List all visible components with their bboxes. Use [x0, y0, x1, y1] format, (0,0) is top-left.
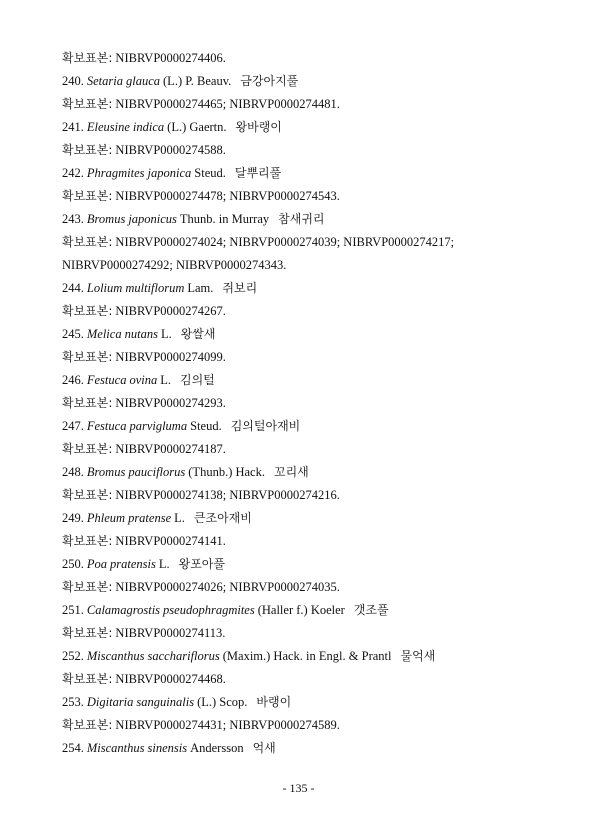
species-entry [62, 277, 582, 300]
species-epithet: sanguinalis [136, 695, 195, 709]
species-entry [62, 507, 582, 530]
species-number: 242. [62, 166, 84, 180]
specimen-label: 확보표본: [62, 350, 113, 364]
species-epithet: nutans [124, 327, 158, 341]
specimen-continuation [62, 254, 582, 277]
specimen-line [62, 668, 582, 691]
specimen-label: 확보표본: [62, 534, 113, 548]
specimen-ids: NIBRVP0000274141. [115, 534, 226, 548]
species-genus: Bromus [86, 465, 126, 479]
specimen-line [62, 231, 582, 254]
species-epithet: ovina [129, 373, 158, 387]
species-korean-name: 물억새 [400, 649, 436, 663]
species-korean-name: 왕쌀새 [180, 327, 216, 341]
specimen-line [62, 93, 582, 116]
species-korean-name: 쥐보리 [222, 281, 258, 295]
specimen-label: 확보표본: [62, 488, 113, 502]
specimen-ids: NIBRVP0000274113. [115, 626, 226, 640]
species-number: 251. [62, 603, 84, 617]
specimen-label: 확보표본: [62, 672, 113, 686]
specimen-line [62, 300, 582, 323]
species-entry [62, 691, 582, 714]
species-korean-name: 억새 [252, 741, 276, 755]
species-epithet: parvigluma [129, 419, 188, 433]
species-entry [62, 70, 582, 93]
species-number: 252. [62, 649, 84, 663]
species-epithet: japonicus [128, 212, 177, 226]
species-korean-name: 달뿌리풀 [234, 166, 282, 180]
specimen-ids: NIBRVP0000274465; NIBRVP0000274481. [115, 97, 340, 111]
species-author: (L.) P. Beauv. [163, 74, 232, 88]
specimen-label: 확보표본: [62, 442, 113, 456]
species-number: 245. [62, 327, 84, 341]
specimen-line [62, 576, 582, 599]
specimen-ids: NIBRVP0000274138; NIBRVP0000274216. [115, 488, 340, 502]
species-genus: Phragmites [86, 166, 145, 180]
species-author: (Haller f.) Koeler [257, 603, 345, 617]
species-number: 240. [62, 74, 84, 88]
species-genus: Festuca [86, 419, 127, 433]
species-entry [62, 645, 582, 668]
specimen-line [62, 139, 582, 162]
species-korean-name: 참새귀리 [278, 212, 325, 226]
species-entry [62, 162, 582, 185]
specimen-ids: NIBRVP0000274468. [115, 672, 226, 686]
specimen-label: 확보표본: [62, 580, 113, 594]
species-epithet: japonica [147, 166, 192, 180]
specimen-label: 확보표본: [62, 51, 113, 65]
specimen-label: 확보표본: [62, 235, 113, 249]
specimen-line [62, 714, 582, 737]
species-list [62, 47, 582, 760]
species-author: (L.) Gaertn. [167, 120, 227, 134]
species-author: (Thunb.) Hack. [188, 465, 265, 479]
specimen-line [62, 392, 582, 415]
species-genus: Miscanthus [86, 649, 145, 663]
species-genus: Poa [86, 557, 108, 571]
species-korean-name: 왕포아풀 [178, 557, 225, 571]
species-epithet: glauca [125, 74, 161, 88]
species-number: 241. [62, 120, 84, 134]
species-number: 254. [62, 741, 84, 755]
species-epithet: sacchariflorus [147, 649, 220, 663]
specimen-ids: NIBRVP0000274478; NIBRVP0000274543. [115, 189, 340, 203]
species-number: 246. [62, 373, 84, 387]
species-author: L. [160, 373, 171, 387]
specimen-line [62, 622, 582, 645]
species-genus: Melica [86, 327, 122, 341]
species-entry [62, 369, 582, 392]
specimen-label: 확보표본: [62, 396, 113, 410]
page-number: - 135 - [282, 781, 315, 795]
species-epithet: sinensis [147, 741, 188, 755]
specimen-line [62, 346, 582, 369]
specimen-label: 확보표본: [62, 97, 113, 111]
species-entry [62, 208, 582, 231]
species-korean-name: 꼬리새 [273, 465, 309, 479]
species-epithet: indica [132, 120, 165, 134]
species-korean-name: 김의털아재비 [230, 419, 301, 433]
specimen-ids: NIBRVP0000274099. [115, 350, 226, 364]
species-number: 253. [62, 695, 84, 709]
specimen-label: 확보표본: [62, 143, 113, 157]
species-genus: Calamagrostis [86, 603, 161, 617]
specimen-label: 확보표본: [62, 189, 113, 203]
specimen-ids: NIBRVP0000274187. [115, 442, 226, 456]
species-author: L. [174, 511, 185, 525]
species-genus: Digitaria [86, 695, 134, 709]
species-epithet: pseudophragmites [163, 603, 255, 617]
specimen-label: 확보표본: [62, 304, 113, 318]
species-author: (L.) Scop. [197, 695, 248, 709]
species-author: Thunb. in Murray [179, 212, 270, 226]
species-number: 243. [62, 212, 84, 226]
species-epithet: pratensis [110, 557, 156, 571]
specimen-ids: NIBRVP0000274267. [115, 304, 226, 318]
species-entry [62, 461, 582, 484]
species-epithet: pauciflorus [128, 465, 186, 479]
specimen-ids: NIBRVP0000274292; NIBRVP0000274343. [62, 258, 287, 272]
species-entry [62, 599, 582, 622]
species-epithet: multiflorum [125, 281, 185, 295]
specimen-label: 확보표본: [62, 626, 113, 640]
specimen-ids: NIBRVP0000274026; NIBRVP0000274035. [115, 580, 340, 594]
species-genus: Bromus [86, 212, 126, 226]
species-genus: Phleum [86, 511, 126, 525]
species-epithet: pratense [128, 511, 172, 525]
species-number: 244. [62, 281, 84, 295]
specimen-ids: NIBRVP0000274588. [115, 143, 226, 157]
specimen-ids: NIBRVP0000274431; NIBRVP0000274589. [115, 718, 340, 732]
species-korean-name: 큰조아재비 [193, 511, 252, 525]
specimen-line [62, 530, 582, 553]
species-genus: Setaria [86, 74, 123, 88]
species-author: Steud. [190, 419, 222, 433]
species-korean-name: 김의털 [180, 373, 215, 387]
species-entry [62, 116, 582, 139]
species-author: L. [160, 327, 172, 341]
species-author: L. [158, 557, 170, 571]
species-number: 248. [62, 465, 84, 479]
species-number: 249. [62, 511, 84, 525]
species-genus: Festuca [86, 373, 127, 387]
species-genus: Eleusine [86, 120, 130, 134]
specimen-line [62, 438, 582, 461]
specimen-ids: NIBRVP0000274406. [115, 51, 226, 65]
species-number: 250. [62, 557, 84, 571]
species-korean-name: 왕바랭이 [235, 120, 282, 134]
specimen-ids: NIBRVP0000274024; NIBRVP0000274039; NIBRVP0000274217; [115, 235, 455, 249]
species-entry [62, 553, 582, 576]
species-author: Steud. [194, 166, 226, 180]
specimen-line [62, 185, 582, 208]
species-korean-name: 금강아지풀 [240, 74, 299, 88]
specimen-label: 확보표본: [62, 718, 113, 732]
species-korean-name: 갯조풀 [353, 603, 389, 617]
specimen-line [62, 47, 582, 70]
species-author: Lam. [187, 281, 214, 295]
species-korean-name: 바랭이 [256, 695, 292, 709]
species-author: Andersson [190, 741, 244, 755]
species-genus: Lolium [86, 281, 123, 295]
specimen-ids: NIBRVP0000274293. [115, 396, 226, 410]
species-author: (Maxim.) Hack. in Engl. & Prantl [222, 649, 392, 663]
species-entry [62, 415, 582, 438]
species-entry [62, 737, 582, 760]
specimen-line [62, 484, 582, 507]
species-entry [62, 323, 582, 346]
species-genus: Miscanthus [86, 741, 145, 755]
species-number: 247. [62, 419, 84, 433]
